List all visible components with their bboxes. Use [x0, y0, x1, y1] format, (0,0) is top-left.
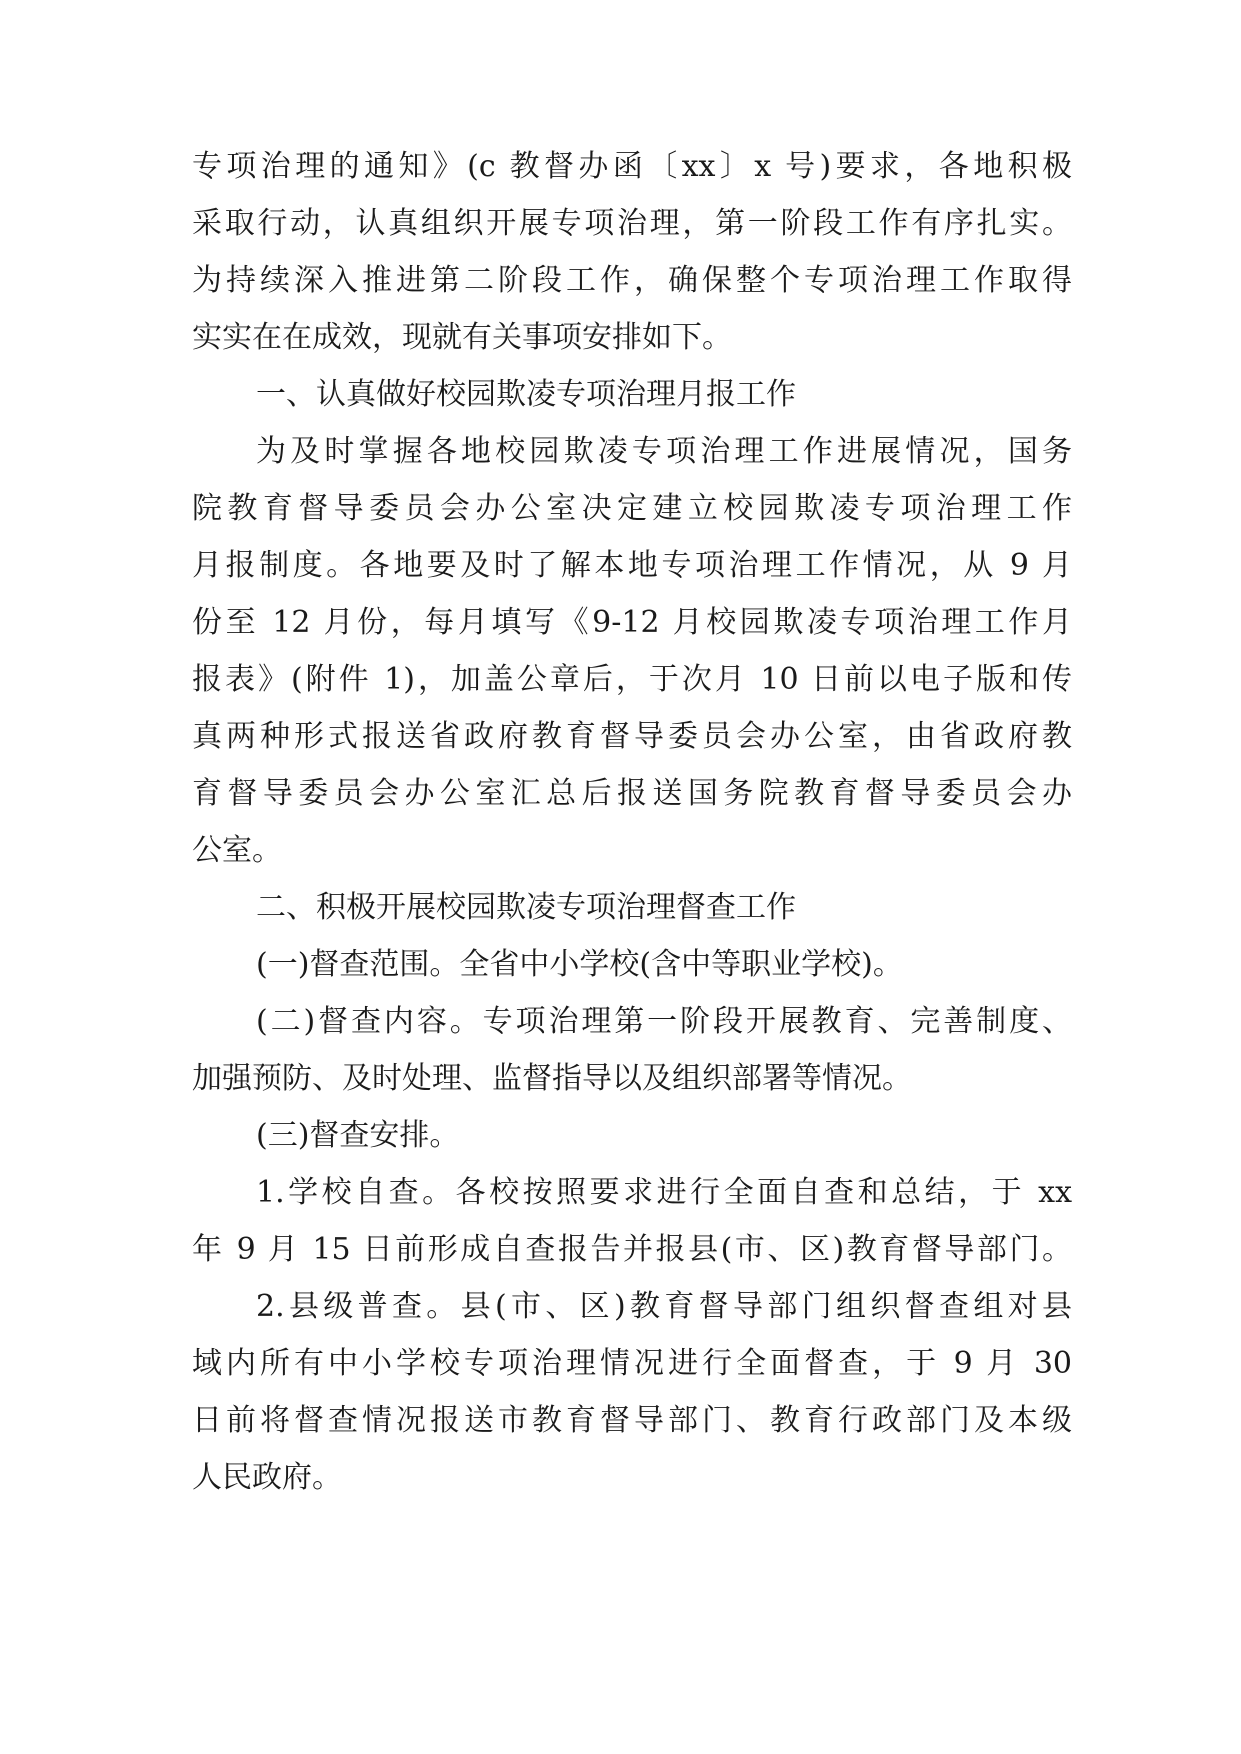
section-heading-1: 一、认真做好校园欺凌专项治理月报工作 — [256, 377, 796, 412]
body-text-line: 域内所有中小学校专项治理情况进行全面督查，于 9 月 30 — [192, 1346, 1072, 1381]
body-text-line: 为持续深入推进第二阶段工作，确保整个专项治理工作取得 — [192, 263, 1072, 298]
body-text-line: 实实在在成效，现就有关事项安排如下。 — [192, 320, 732, 355]
body-text-line: (二)督查内容。专项治理第一阶段开展教育、完善制度、 — [256, 1004, 1072, 1039]
body-text-line: 育督导委员会办公室汇总后报送国务院教育督导委员会办 — [192, 776, 1072, 811]
section-heading-2: 二、积极开展校园欺凌专项治理督查工作 — [256, 890, 796, 925]
body-text-line: 采取行动，认真组织开展专项治理，第一阶段工作有序扎实。 — [192, 206, 1072, 241]
body-text-line: 2.县级普查。县(市、区)教育督导部门组织督查组对县 — [256, 1289, 1072, 1324]
body-text-line: (一)督查范围。全省中小学校(含中等职业学校)。 — [256, 947, 903, 982]
body-text-line: 报表》(附件 1)，加盖公章后，于次月 10 日前以电子版和传 — [192, 662, 1072, 697]
body-text-line: 公室。 — [192, 833, 282, 868]
body-text-line: 真两种形式报送省政府教育督导委员会办公室，由省政府教 — [192, 719, 1072, 754]
body-text-line: 院教育督导委员会办公室决定建立校园欺凌专项治理工作 — [192, 491, 1072, 526]
body-text-line: 份至 12 月份，每月填写《9-12 月校园欺凌专项治理工作月 — [192, 605, 1072, 640]
body-text-line: 加强预防、及时处理、监督指导以及组织部署等情况。 — [192, 1061, 912, 1096]
body-text-line: 专项治理的通知》(c 教督办函〔xx〕x 号)要求，各地积极 — [192, 149, 1072, 184]
body-text-line: 为及时掌握各地校园欺凌专项治理工作进展情况，国务 — [256, 434, 1072, 469]
body-text-line: 月报制度。各地要及时了解本地专项治理工作情况，从 9 月 — [192, 548, 1072, 583]
body-text-line: 日前将督查情况报送市教育督导部门、教育行政部门及本级 — [192, 1403, 1072, 1438]
body-text-line: 年 9 月 15 日前形成自查报告并报县(市、区)教育督导部门。 — [192, 1232, 1072, 1267]
body-text-line: 1.学校自查。各校按照要求进行全面自查和总结，于 xx — [256, 1175, 1072, 1210]
body-text-line: 人民政府。 — [192, 1460, 342, 1495]
body-text-line: (三)督查安排。 — [256, 1118, 460, 1153]
